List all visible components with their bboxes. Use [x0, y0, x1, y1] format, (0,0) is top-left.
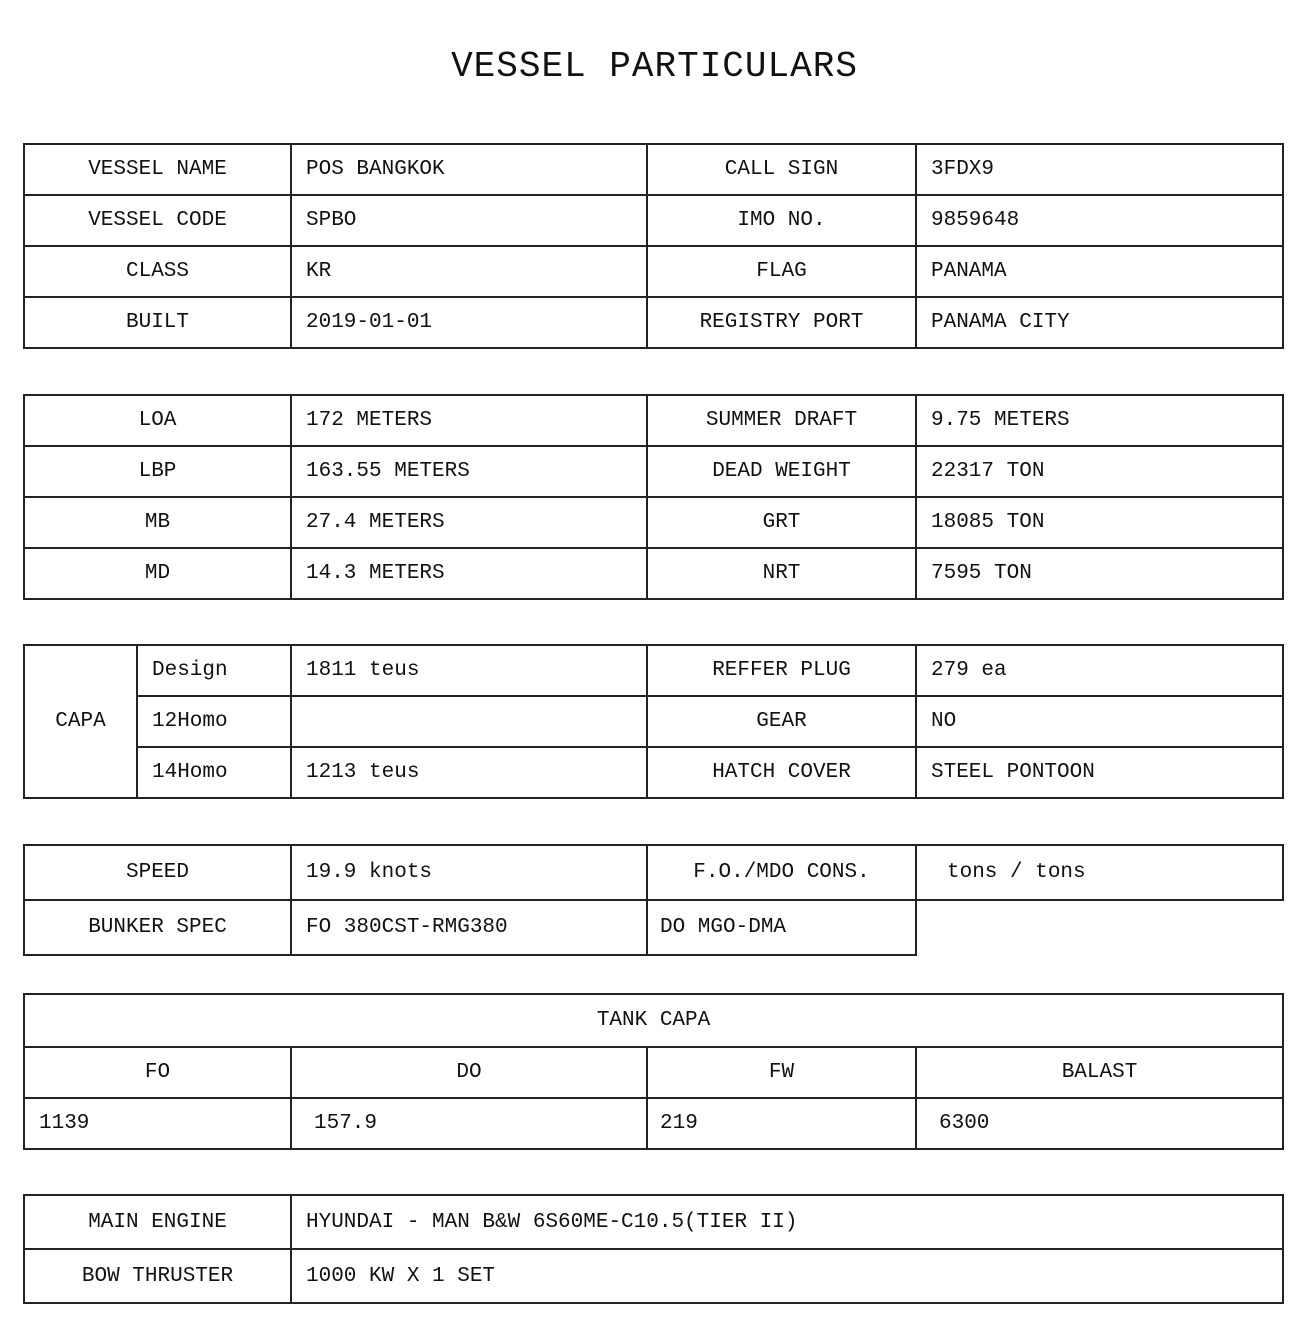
table-row: [24, 246, 1283, 297]
reefer-plug-label: REFFER PLUG: [647, 645, 916, 696]
table-row: [24, 446, 1283, 497]
table-row: [24, 1047, 1283, 1098]
table-row: [24, 297, 1283, 348]
homo14-value: 1213 teus: [291, 747, 647, 798]
homo12-label: 12Homo: [137, 696, 291, 747]
consumption-value: tons / tons: [916, 845, 1283, 900]
mb-label: MB: [24, 497, 291, 548]
table-row: [24, 645, 1283, 696]
nrt-value: 7595 TON: [916, 548, 1283, 599]
tank-value-balast: 6300: [916, 1098, 1283, 1149]
registry-port-value: PANAMA CITY: [916, 297, 1283, 348]
vessel-name-label: VESSEL NAME: [24, 144, 291, 195]
vessel-code-value: SPBO: [291, 195, 647, 246]
tank-value-do: 157.9: [291, 1098, 647, 1149]
gear-label: GEAR: [647, 696, 916, 747]
capa-label: CAPA: [24, 645, 137, 798]
vessel-code-label: VESSEL CODE: [24, 195, 291, 246]
bow-thruster-value: 1000 KW X 1 SET: [291, 1249, 1283, 1303]
design-label: Design: [137, 645, 291, 696]
homo14-label: 14Homo: [137, 747, 291, 798]
reefer-plug-value: 279 ea: [916, 645, 1283, 696]
lbp-label: LBP: [24, 446, 291, 497]
machinery-table: [23, 1194, 1284, 1304]
table-row: [24, 900, 1283, 955]
homo12-value: [291, 696, 647, 747]
built-value: 2019-01-01: [291, 297, 647, 348]
dead-weight-value: 22317 TON: [916, 446, 1283, 497]
design-value: 1811 teus: [291, 645, 647, 696]
tank-header-fw: FW: [647, 1047, 916, 1098]
flag-label: FLAG: [647, 246, 916, 297]
main-engine-value: HYUNDAI - MAN B&W 6S60ME-C10.5(TIER II): [291, 1195, 1283, 1249]
built-label: BUILT: [24, 297, 291, 348]
imo-value: 9859648: [916, 195, 1283, 246]
table-row: [24, 497, 1283, 548]
class-value: KR: [291, 246, 647, 297]
table-row: [24, 1195, 1283, 1249]
gear-value: NO: [916, 696, 1283, 747]
table-row: [24, 845, 1283, 900]
grt-value: 18085 TON: [916, 497, 1283, 548]
call-sign-label: CALL SIGN: [647, 144, 916, 195]
table-row: [24, 548, 1283, 599]
table-row: [24, 195, 1283, 246]
table-row: [24, 1098, 1283, 1149]
vessel-name-value: POS BANGKOK: [291, 144, 647, 195]
bow-thruster-label: BOW THRUSTER: [24, 1249, 291, 1303]
summer-draft-value: 9.75 METERS: [916, 395, 1283, 446]
table-row: [24, 696, 1283, 747]
table-row: [24, 994, 1283, 1047]
registry-port-label: REGISTRY PORT: [647, 297, 916, 348]
bunker-spec-label: BUNKER SPEC: [24, 900, 291, 955]
general-table: [23, 143, 1284, 349]
tank-capa-table: [23, 993, 1284, 1150]
performance-table: [23, 844, 1284, 956]
md-value: 14.3 METERS: [291, 548, 647, 599]
table-row: [24, 747, 1283, 798]
class-label: CLASS: [24, 246, 291, 297]
dimensions-table: [23, 394, 1284, 600]
call-sign-value: 3FDX9: [916, 144, 1283, 195]
capacity-table: [23, 644, 1284, 799]
main-engine-label: MAIN ENGINE: [24, 1195, 291, 1249]
bunker-do-value: DO MGO-DMA: [647, 900, 916, 955]
grt-label: GRT: [647, 497, 916, 548]
dead-weight-label: DEAD WEIGHT: [647, 446, 916, 497]
hatch-cover-label: HATCH COVER: [647, 747, 916, 798]
hatch-cover-value: STEEL PONTOON: [916, 747, 1283, 798]
tank-value-fw: 219: [647, 1098, 916, 1149]
imo-label: IMO NO.: [647, 195, 916, 246]
loa-label: LOA: [24, 395, 291, 446]
flag-value: PANAMA: [916, 246, 1283, 297]
loa-value: 172 METERS: [291, 395, 647, 446]
consumption-label: F.O./MDO CONS.: [647, 845, 916, 900]
nrt-label: NRT: [647, 548, 916, 599]
empty-cell: [916, 900, 1283, 955]
speed-value: 19.9 knots: [291, 845, 647, 900]
tank-capa-title: TANK CAPA: [24, 994, 1283, 1047]
bunker-fo-value: FO 380CST-RMG380: [291, 900, 647, 955]
tank-value-fo: 1139: [24, 1098, 291, 1149]
tank-header-fo: FO: [24, 1047, 291, 1098]
tank-header-balast: BALAST: [916, 1047, 1283, 1098]
tank-header-do: DO: [291, 1047, 647, 1098]
md-label: MD: [24, 548, 291, 599]
speed-label: SPEED: [24, 845, 291, 900]
table-row: [24, 395, 1283, 446]
mb-value: 27.4 METERS: [291, 497, 647, 548]
summer-draft-label: SUMMER DRAFT: [647, 395, 916, 446]
table-row: [24, 1249, 1283, 1303]
lbp-value: 163.55 METERS: [291, 446, 647, 497]
table-row: [24, 144, 1283, 195]
page-title: VESSEL PARTICULARS: [451, 46, 858, 87]
